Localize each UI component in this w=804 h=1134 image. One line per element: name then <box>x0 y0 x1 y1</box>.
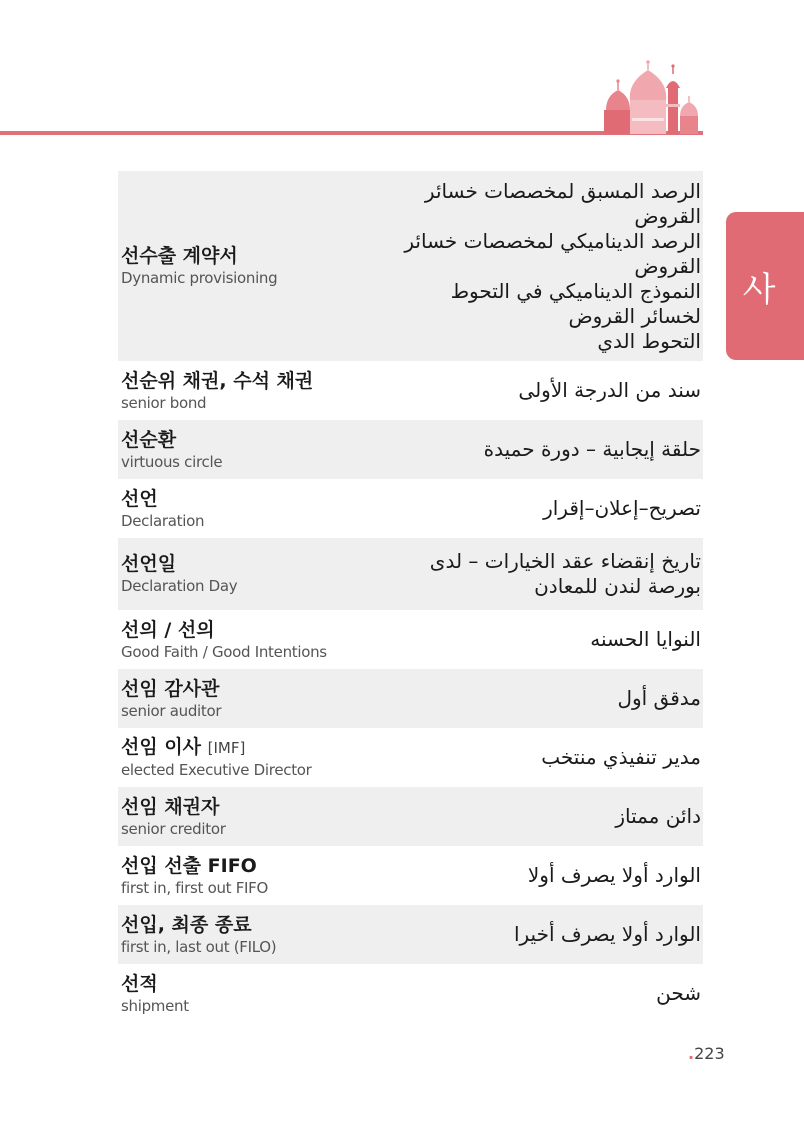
arabic-translation: سند من الدرجة الأولى <box>518 378 701 402</box>
korean-term-text: 선임 이사 <box>121 736 202 758</box>
section-tab <box>726 212 804 360</box>
korean-term: 선순위 채권, 수석 채권 <box>121 369 314 392</box>
section-tab-label: 사 <box>742 269 776 310</box>
table-row <box>118 420 703 479</box>
korean-term: 선입, 최종 종료 <box>121 913 252 936</box>
korean-column <box>121 487 204 531</box>
arabic-translation: دائن ممتاز <box>615 804 701 828</box>
korean-column <box>121 369 313 413</box>
english-term: first in, last out (FILO) <box>121 937 277 956</box>
arabic-translation: تصريح–إعلان–إقرار <box>543 496 701 520</box>
header-rule <box>0 131 703 135</box>
korean-column <box>121 795 226 839</box>
table-row <box>118 964 703 1023</box>
arabic-translation: مدقق أول <box>617 686 701 710</box>
english-term: senior auditor <box>121 701 222 720</box>
table-row <box>118 846 703 905</box>
korean-term: 선임 채권자 <box>121 795 220 818</box>
korean-column <box>121 618 327 662</box>
korean-term: 선의 / 선의 <box>121 618 215 641</box>
english-term: virtuous circle <box>121 452 223 471</box>
english-term: first in, first out FIFO <box>121 878 268 897</box>
arabic-translation: النوايا الحسنه <box>590 627 701 651</box>
english-term: Dynamic provisioning <box>121 269 278 287</box>
korean-column <box>121 552 237 596</box>
table-row <box>118 171 703 361</box>
english-term: shipment <box>121 996 189 1015</box>
table-row <box>118 787 703 846</box>
korean-term <box>121 735 312 760</box>
korean-column <box>121 913 276 957</box>
table-row <box>118 610 703 669</box>
arabic-translation: الوارد أولا يصرف أولا <box>527 863 701 887</box>
korean-term: 선언 <box>121 487 158 510</box>
arabic-translation: الرصد المسبق لمخصصات خسائر القروض الرصد الديناميكي لمخصصات خسائر القروض النموذج الديناميكي في التحوط لخسائر القروض التحوط الدي <box>404 178 701 353</box>
table-row <box>118 728 703 787</box>
table-row <box>118 905 703 964</box>
korean-term: 선입 선출 FIFO <box>121 854 257 877</box>
korean-term: 선수출 계약서 <box>121 245 238 267</box>
glossary-table <box>118 171 703 1023</box>
english-term: senior creditor <box>121 819 226 838</box>
korean-column <box>121 244 277 288</box>
korean-term: 선적 <box>121 972 158 995</box>
korean-term: 선순환 <box>121 428 177 451</box>
english-term: Declaration Day <box>121 577 238 595</box>
arabic-translation: شحن <box>656 981 701 1005</box>
english-term: Declaration <box>121 511 205 530</box>
arabic-translation: الوارد أولا يصرف أخيرا <box>513 922 701 946</box>
page-number-value: 223 <box>694 1044 725 1063</box>
korean-column <box>121 972 189 1016</box>
organization-tag: [IMF] <box>207 739 246 757</box>
arabic-translation: حلقة إيجابية – دورة حميدة <box>483 437 701 461</box>
table-row <box>118 538 703 610</box>
table-row <box>118 669 703 728</box>
korean-column <box>121 854 268 898</box>
korean-column <box>121 735 312 780</box>
korean-column <box>121 677 221 721</box>
arabic-translation: مدير تنفيذي منتخب <box>541 745 701 769</box>
table-row <box>118 479 703 538</box>
english-term: senior bond <box>121 393 207 412</box>
arabic-translation: تاريخ إنقضاء عقد الخيارات – لدى بورصة لندن للمعادن <box>429 549 701 598</box>
english-term: elected Executive Director <box>121 761 312 779</box>
page-number-dot: . <box>688 1044 695 1063</box>
page-number <box>688 1044 725 1063</box>
english-term: Good Faith / Good Intentions <box>121 642 327 661</box>
korean-term: 선언일 <box>121 553 177 575</box>
korean-term: 선임 감사관 <box>121 677 220 700</box>
mosque-illustration-icon <box>600 60 704 134</box>
table-row <box>118 361 703 420</box>
korean-column <box>121 428 222 472</box>
